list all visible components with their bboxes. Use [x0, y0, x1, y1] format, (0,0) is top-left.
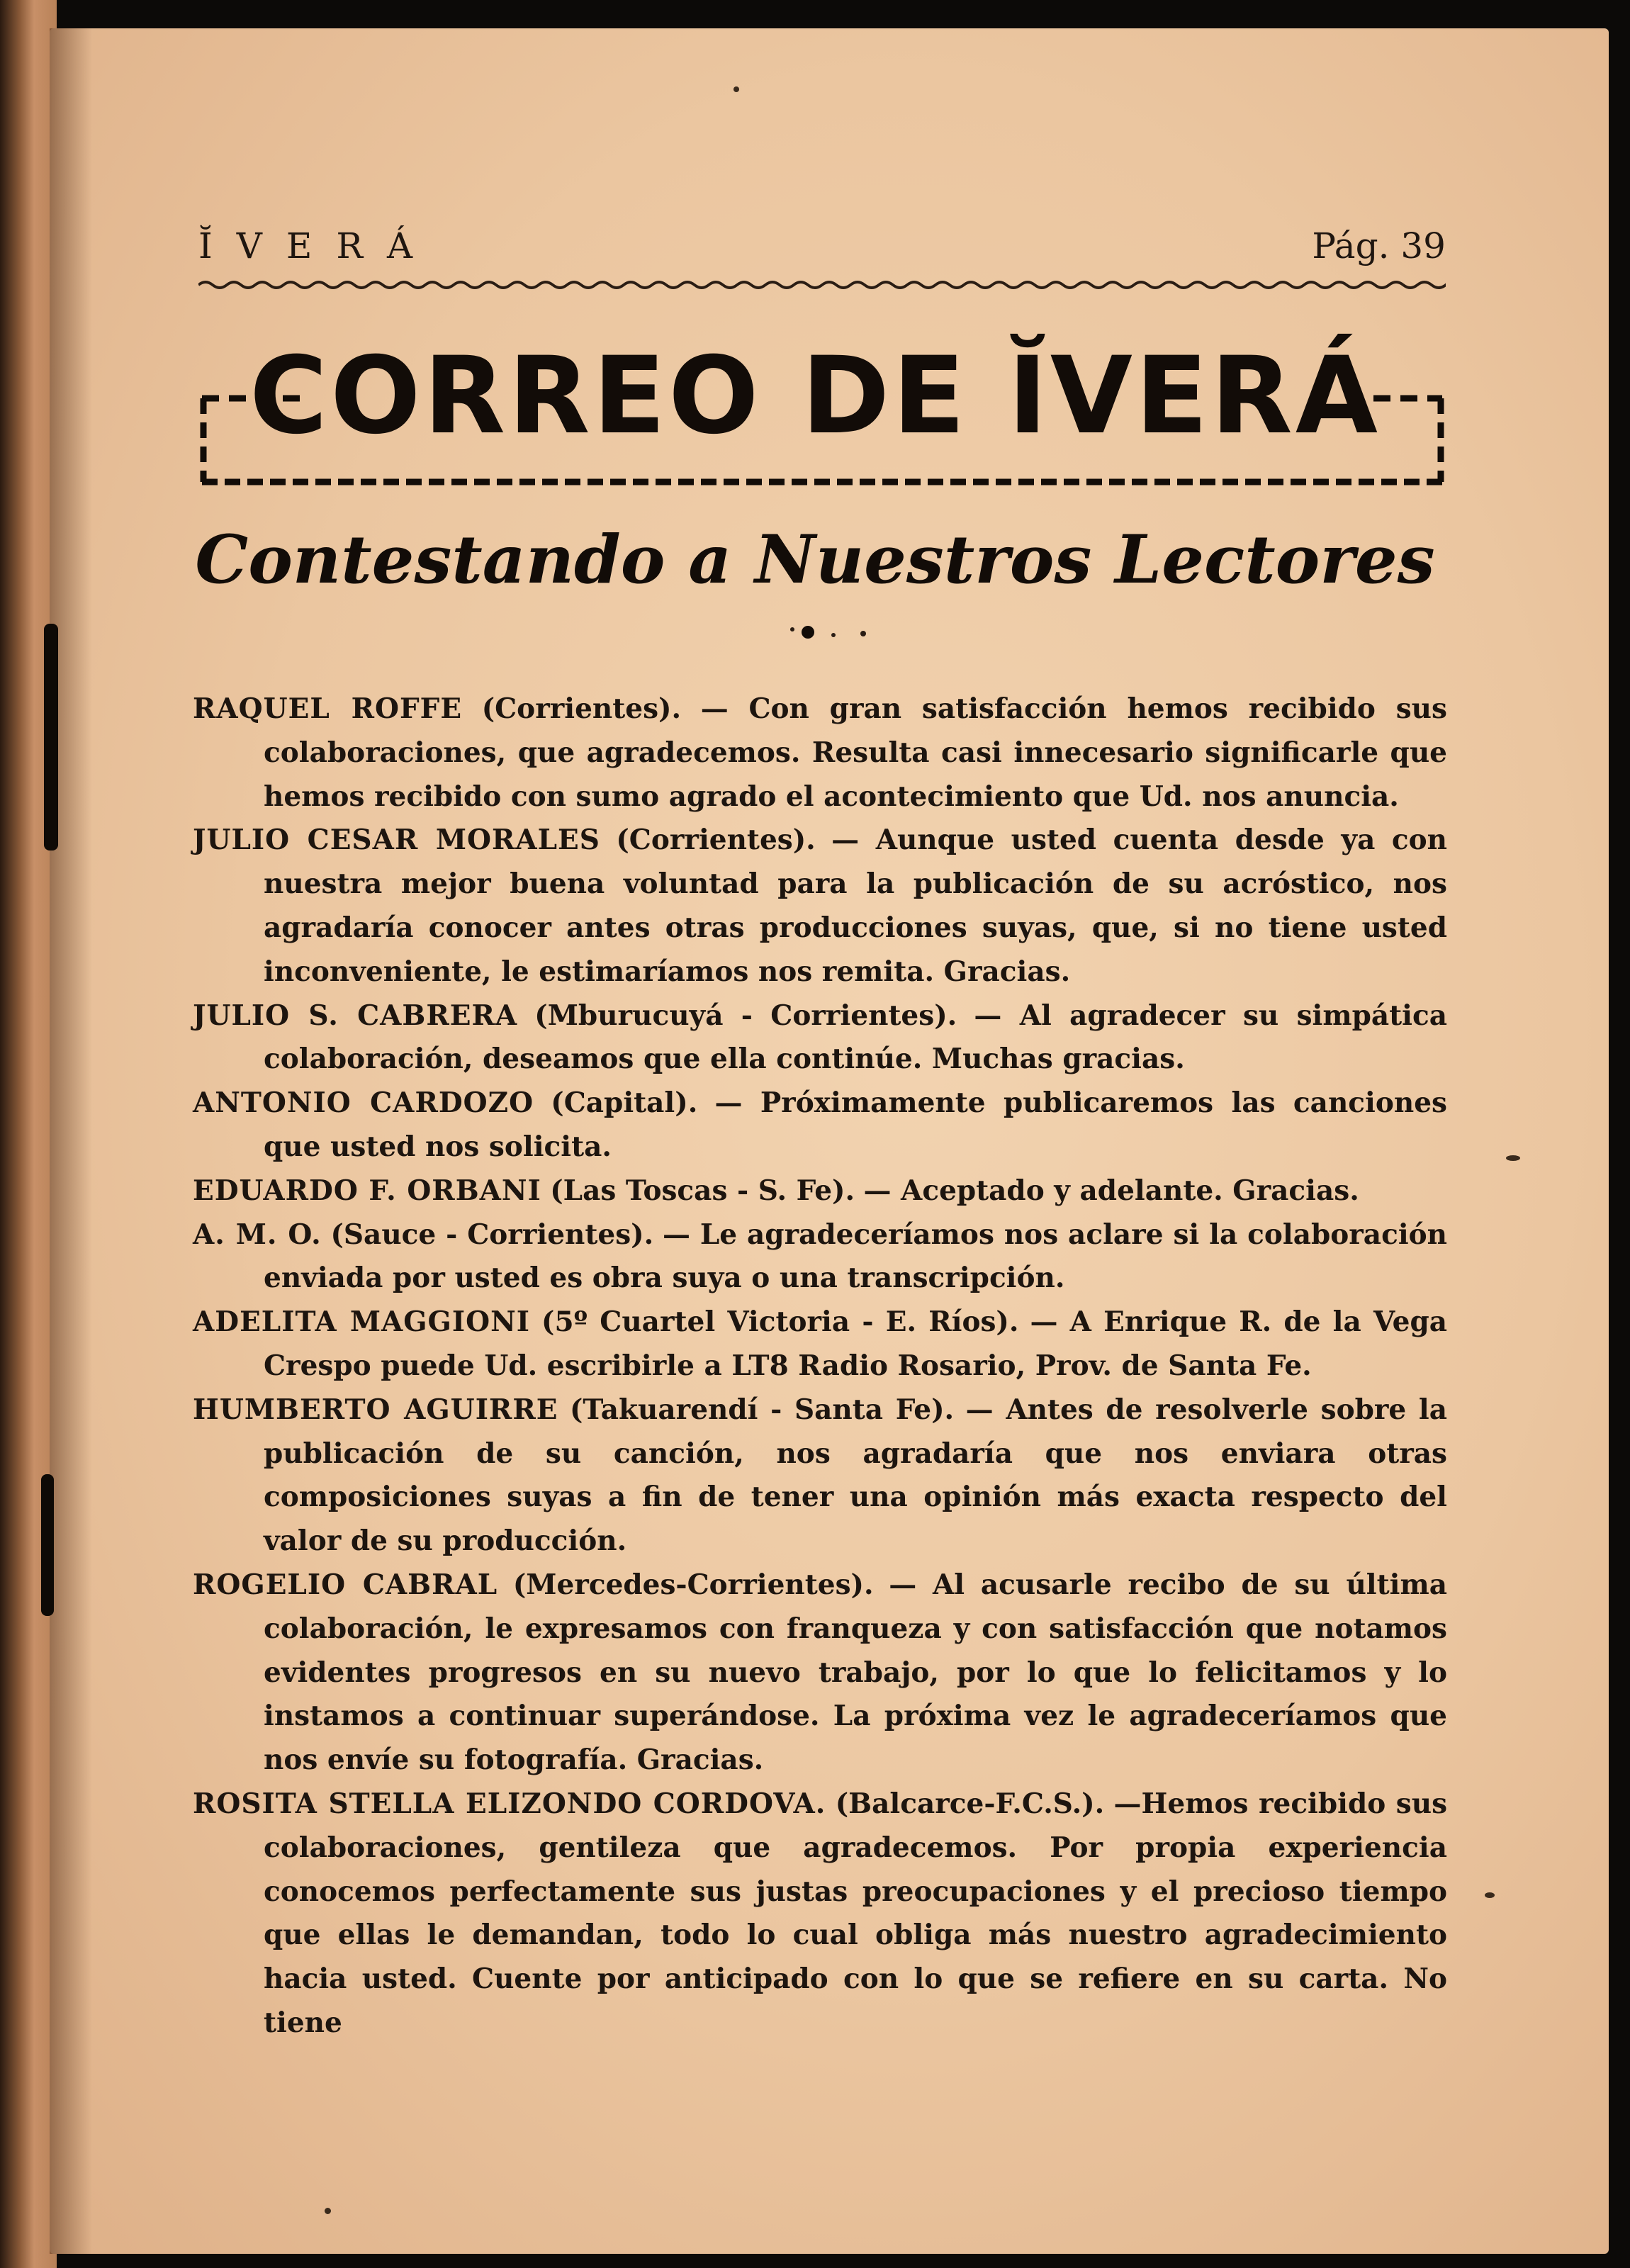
letter-place: (Mercedes-Corrientes). [512, 1568, 874, 1601]
paper-speck [44, 624, 58, 850]
letter-reply: — Con gran satisfacción hemos recibido sus colaboraciones, que agradecemos. Resulta casi innecesario significarle que hemos recibido con sumo agrado el acontecimiento que Ud. nos anuncia. [264, 692, 1447, 813]
letter-reply: — Próximamente publicaremos las canciones que usted nos solicita. [264, 1087, 1447, 1163]
letters-list [193, 687, 1447, 2045]
paper-speck [1485, 1892, 1495, 1898]
letter-entry [193, 687, 1447, 819]
section-subtitle: Contestando a Nuestros Lectores [195, 521, 1435, 599]
letter-place: (Las Toscas - S. Fe). [550, 1174, 855, 1207]
letter-entry [193, 819, 1447, 994]
letter-place: (Capital). [551, 1087, 698, 1120]
letter-place: (Balcarce-F.C.S.). [835, 1787, 1105, 1820]
letter-reply: — Aceptado y adelante. Gracias. [863, 1174, 1359, 1207]
header-wavy-rule [198, 278, 1446, 292]
letter-reply: — Al acusarle recibo de su última colaboración, le expresamos con franqueza y con satisfacción que notamos evidentes progresos en su nuevo trabajo, por lo que lo felicitamos y lo instamos a continuar superándose. La próxima vez le agradeceríamos que nos envíe su fotografía. Gracias. [264, 1568, 1447, 1777]
paper-speck [1506, 1155, 1520, 1161]
letter-place: (Corrientes). [616, 824, 816, 857]
page-number: Pág. 39 [1312, 225, 1446, 266]
letter-reply: — A Enrique R. de la Vega Crespo puede Ud. escribirle a LT8 Radio Rosario, Prov. de Santa Fe. [264, 1306, 1447, 1382]
letter-reply: — Aunque usted cuenta desde ya con nuestra mejor buena voluntad para la publicación de su acróstico, nos agradaría conocer antes otras producciones suyas, que, si no tiene usted inconveniente, le estimaríamos nos remita. Gracias. [264, 824, 1448, 988]
letter-reply: — Le agradeceríamos nos aclare si la colaboración enviada por usted es obra suya o una transcripción. [264, 1218, 1448, 1295]
letter-entry [193, 1783, 1447, 2045]
letter-name: ANTONIO CARDOZO [193, 1087, 534, 1120]
ornament-dots [765, 617, 907, 645]
letter-entry [193, 1169, 1447, 1213]
letter-name: ROSITA STELLA ELIZONDO CORDOVA. [193, 1787, 826, 1820]
paper-speck [41, 1474, 54, 1616]
letter-name: ADELITA MAGGIONI [193, 1306, 530, 1339]
letter-place: (Corrientes). [481, 692, 682, 725]
letter-name: JULIO CESAR MORALES [193, 824, 600, 857]
letter-name: HUMBERTO AGUIRRE [193, 1393, 558, 1426]
letter-entry [193, 1388, 1447, 1564]
letter-name: RAQUEL ROFFE [193, 692, 463, 725]
letter-reply: — Antes de resolverle sobre la publicación de su canción, nos agradaría que nos enviara otras composiciones suyas a fin de tener una opinión más exacta respecto del valor de su producción. [264, 1393, 1447, 1558]
letter-entry [193, 1213, 1447, 1301]
letter-name: A. M. O. [193, 1218, 322, 1251]
letter-reply: — Al agradecer su simpática colaboración, deseamos que ella continúe. Muchas gracias. [264, 999, 1447, 1076]
letter-entry [193, 1301, 1447, 1388]
letter-name: ROGELIO CABRAL [193, 1568, 498, 1601]
letter-entry [193, 1564, 1447, 1783]
letter-place: (Sauce - Corrientes). [330, 1218, 654, 1251]
letter-entry [193, 994, 1447, 1082]
letter-place: (5º Cuartel Victoria - E. Ríos). [541, 1306, 1019, 1339]
section-title: CORREO DE ĬVERÁ [249, 335, 1381, 458]
letter-reply: —Hemos recibido sus colaboraciones, gentileza que agradecemos. Por propia experiencia conocemos perfectamente sus justas preocupaciones y el precioso tiempo que ellas le demandan, todo lo cual obliga más nuestro agradecimiento hacia usted. Cuente por anticipado con lo que se refiere en su carta. No tiene [264, 1787, 1448, 2039]
letter-place: (Mburucuyá - Corrientes). [534, 999, 957, 1032]
letter-entry [193, 1082, 1447, 1169]
letter-place: (Takuarendí - Santa Fe). [569, 1393, 955, 1426]
running-title: ĬVERÁ [198, 225, 437, 266]
paper-speck [734, 86, 739, 92]
letter-name: JULIO S. CABRERA [193, 999, 518, 1032]
paper-speck [325, 2208, 331, 2214]
running-header [198, 225, 1446, 268]
letter-name: EDUARDO F. ORBANI [193, 1174, 541, 1207]
